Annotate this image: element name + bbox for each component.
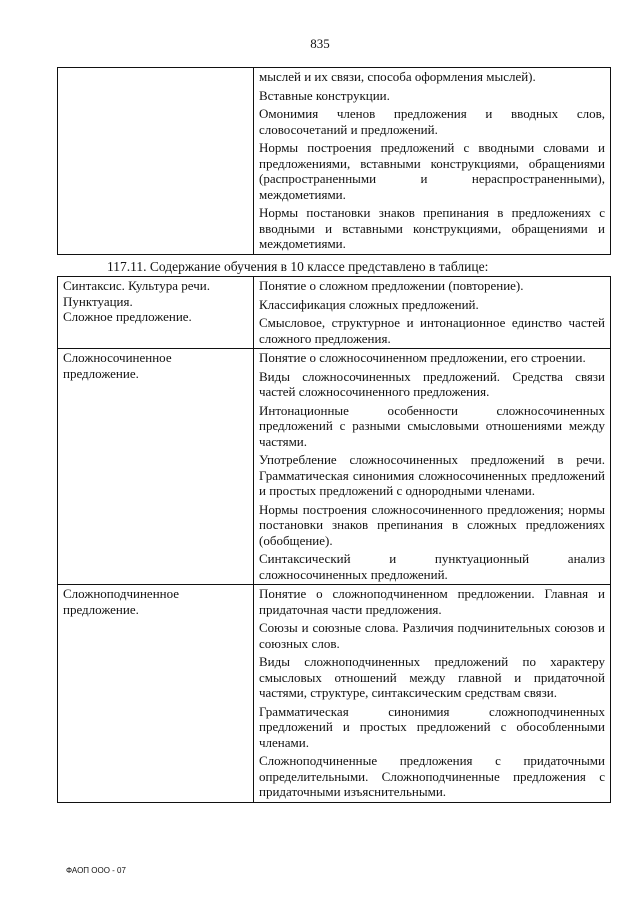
content-line: Союзы и союзные слова. Различия подчинительных союзов и союзных слов.	[259, 620, 605, 651]
topic-line: Сложное предложение.	[63, 309, 192, 324]
table-row	[58, 68, 611, 255]
content-cell	[254, 585, 611, 803]
section-caption: 117.11. Содержание обучения в 10 классе представлено в таблице:	[107, 259, 489, 274]
content-line: Употребление сложносочиненных предложений в речи. Грамматическая синонимия сложносочиненных предложений и простых предложений с однородными членами.	[259, 452, 605, 498]
content-cell	[254, 349, 611, 585]
content-line: Классификация сложных предложений.	[259, 296, 479, 312]
footer-code: ФАОП ООО - 07	[66, 866, 126, 875]
content-line: Интонационные особенности сложносочиненных предложений с разными смысловыми отношениями между частями.	[259, 402, 605, 449]
content-line: Сложноподчиненные предложения с придаточными определительными. Сложноподчиненные предложения с придаточными изъяснительными.	[259, 753, 605, 799]
content-cell	[254, 68, 611, 255]
content-line: Понятие о сложносочиненном предложении, его строении.	[259, 350, 586, 365]
content-line: мыслей и их связи, способа оформления мыслей).	[259, 69, 536, 84]
table-row	[58, 585, 611, 803]
content-cell	[254, 277, 611, 349]
page-number: 835	[310, 36, 330, 51]
content-line: Нормы построения предложений с вводными словами и предложениями, вставными конструкциями, обращениями (распространенными и нераспространенными), междометиями.	[259, 140, 605, 202]
content-line: Виды сложноподчиненных предложений по характеру смысловых отношений между главной и придаточной частями, структуре, синтаксическим средствам связи.	[259, 654, 605, 700]
topic-cell	[58, 68, 254, 255]
table-row	[58, 277, 611, 349]
topic-cell	[58, 349, 254, 585]
content-line: Нормы построения сложносочиненного предложения; нормы постановки знаков препинания в сложных предложениях (обобщение).	[259, 501, 605, 548]
content-line: Омонимия членов предложения и вводных слов, словосочетаний и предложений.	[259, 106, 605, 137]
content-line: Синтаксический и пунктуационный анализ сложносочиненных предложений.	[259, 551, 605, 582]
content-line: Смысловое, структурное и интонационное единство частей сложного предложения.	[259, 315, 605, 346]
table-row	[58, 349, 611, 585]
topic-line: Сложноподчиненное предложение.	[63, 586, 180, 617]
continued-table	[57, 67, 611, 255]
topic-cell	[58, 585, 254, 803]
content-line: Грамматическая синонимия сложноподчиненных предложений и простых предложений с обособленными членами.	[259, 703, 605, 750]
content-line: Понятие о сложном предложении (повторение).	[259, 278, 524, 293]
topic-line: Пунктуация.	[63, 293, 133, 309]
content-line: Вставные конструкции.	[259, 87, 390, 103]
topic-cell	[58, 277, 254, 349]
content-line: Виды сложносочиненных предложений. Средства связи частей сложносочиненного предложения.	[259, 368, 605, 399]
content-line: Нормы постановки знаков препинания в предложениях с вводными и вставными конструкциями, обращениями и междометиями.	[259, 205, 605, 251]
topic-line: Сложносочиненное предложение.	[63, 350, 172, 381]
content-line: Понятие о сложноподчиненном предложении. Главная и придаточная части предложения.	[259, 586, 605, 617]
curriculum-table	[57, 276, 611, 803]
topic-line: Синтаксис. Культура речи.	[63, 278, 210, 293]
